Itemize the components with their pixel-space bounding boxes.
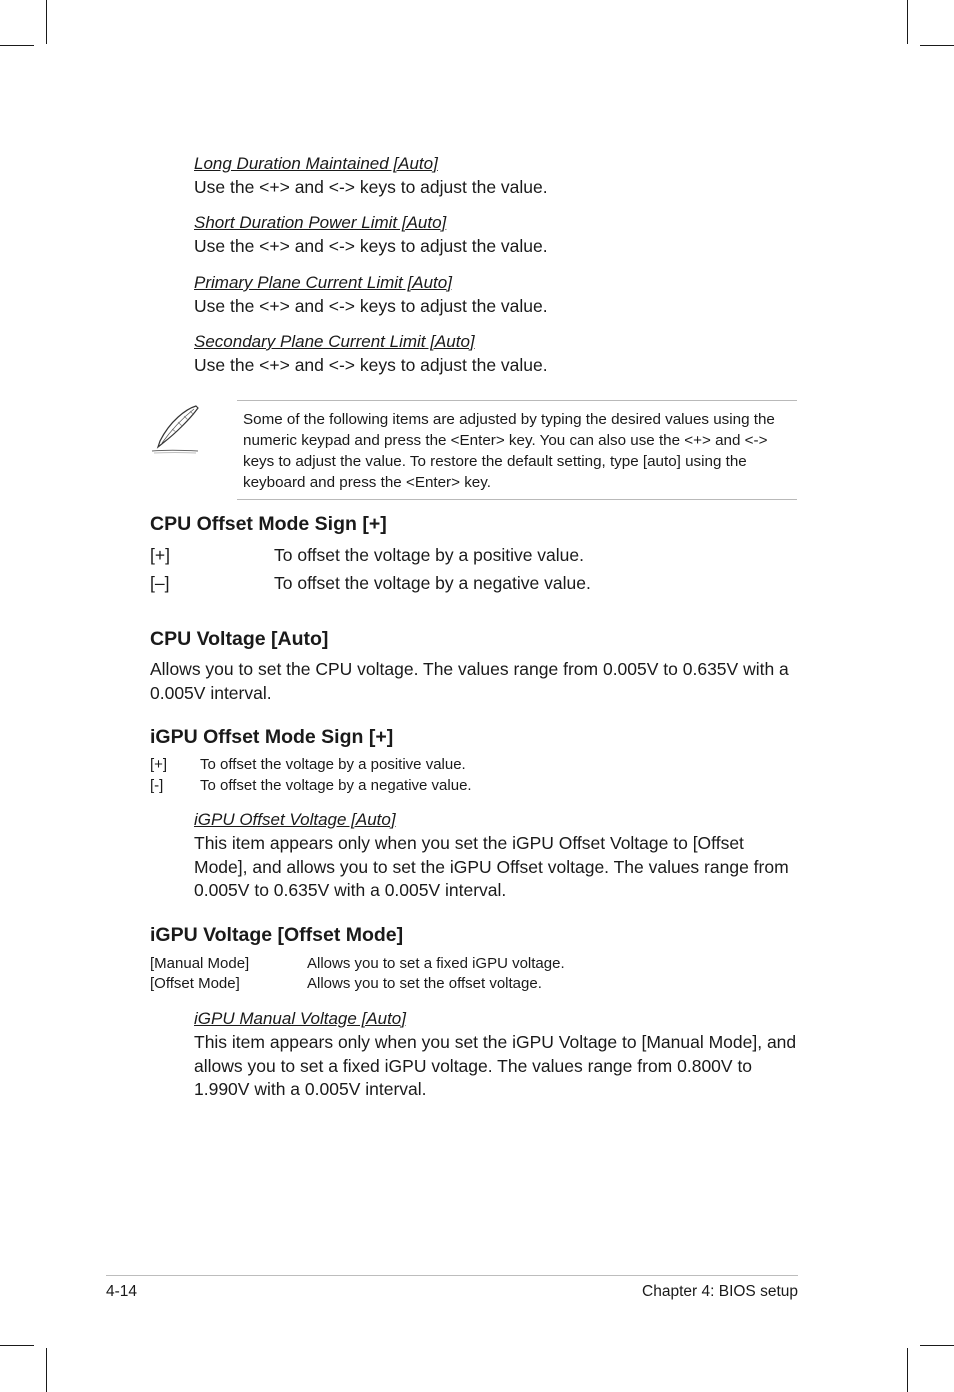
item-desc: Use the <+> and <-> keys to adjust the value. bbox=[194, 236, 548, 256]
note-text: Some of the following items are adjusted by typing the desired values using the numeric keypad and press the <Enter> key. You can also use the <+> and <-> keys to adjust the value. To restore the default setting, type [auto] using the keyboard and press the <Enter> key. bbox=[243, 411, 775, 491]
option-key: [–] bbox=[150, 573, 170, 593]
item-igpu-offset-voltage bbox=[194, 808, 798, 903]
item-title: Short Duration Power Limit [Auto] bbox=[194, 213, 447, 232]
option-row bbox=[150, 974, 800, 994]
item-title: Secondary Plane Current Limit [Auto] bbox=[194, 332, 475, 351]
item-primary-plane bbox=[194, 271, 798, 319]
option-value: To offset the voltage by a negative value. bbox=[274, 573, 591, 593]
crop-mark bbox=[920, 1345, 954, 1346]
option-value: Allows you to set the offset voltage. bbox=[307, 975, 542, 992]
item-short-duration bbox=[194, 211, 798, 259]
pen-icon bbox=[150, 403, 202, 455]
chapter-label: Chapter 4: BIOS setup bbox=[642, 1283, 798, 1300]
crop-mark bbox=[0, 1345, 34, 1346]
option-value: To offset the voltage by a positive value. bbox=[200, 756, 466, 773]
item-desc: Use the <+> and <-> keys to adjust the value. bbox=[194, 355, 548, 375]
note-box bbox=[237, 400, 797, 500]
option-value: To offset the voltage by a negative value. bbox=[200, 777, 472, 794]
crop-mark bbox=[907, 0, 908, 44]
option-value: Allows you to set a fixed iGPU voltage. bbox=[307, 955, 565, 972]
item-title: Long Duration Maintained [Auto] bbox=[194, 154, 438, 173]
crop-mark bbox=[0, 45, 34, 46]
crop-mark bbox=[46, 0, 47, 44]
section-text: Allows you to set the CPU voltage. The values range from 0.005V to 0.635V with a 0.005V interval. bbox=[150, 659, 789, 703]
item-long-duration bbox=[194, 152, 798, 200]
item-title: Primary Plane Current Limit [Auto] bbox=[194, 273, 452, 292]
item-desc: Use the <+> and <-> keys to adjust the value. bbox=[194, 296, 548, 316]
option-key: [-] bbox=[150, 777, 164, 794]
section-heading-igpu-voltage: iGPU Voltage [Offset Mode] bbox=[150, 924, 404, 946]
footer-divider bbox=[106, 1275, 798, 1276]
option-row bbox=[150, 543, 800, 567]
item-title: iGPU Manual Voltage [Auto] bbox=[194, 1009, 406, 1028]
option-key: [+] bbox=[150, 756, 168, 773]
crop-mark bbox=[46, 1348, 47, 1392]
section-heading-igpu-offset: iGPU Offset Mode Sign [+] bbox=[150, 726, 394, 748]
page-number: 4-14 bbox=[106, 1283, 138, 1300]
item-secondary-plane bbox=[194, 330, 798, 378]
item-igpu-manual-voltage bbox=[194, 1007, 798, 1102]
option-row bbox=[150, 755, 800, 775]
option-value: To offset the voltage by a positive value. bbox=[274, 545, 585, 565]
section-heading-cpu-offset: CPU Offset Mode Sign [+] bbox=[150, 513, 387, 535]
crop-mark bbox=[920, 45, 954, 46]
item-desc: This item appears only when you set the iGPU Voltage to [Manual Mode], and allows you to set a fixed iGPU voltage. The values range from 0.800V to 1.990V with a 0.005V interval. bbox=[194, 1032, 797, 1099]
option-row bbox=[150, 776, 800, 796]
option-key: [+] bbox=[150, 545, 170, 565]
crop-mark bbox=[907, 1348, 908, 1392]
item-desc: This item appears only when you set the iGPU Offset Voltage to [Offset Mode], and allows you to set the iGPU Offset voltage. The values range from 0.005V to 0.635V with a 0.005V interval. bbox=[194, 833, 789, 900]
option-key: [Offset Mode] bbox=[150, 975, 240, 992]
option-row bbox=[150, 954, 800, 974]
option-key: [Manual Mode] bbox=[150, 955, 250, 972]
section-heading-cpu-voltage: CPU Voltage [Auto] bbox=[150, 628, 329, 650]
option-row bbox=[150, 571, 800, 595]
item-desc: Use the <+> and <-> keys to adjust the value. bbox=[194, 177, 548, 197]
item-title: iGPU Offset Voltage [Auto] bbox=[194, 810, 396, 829]
